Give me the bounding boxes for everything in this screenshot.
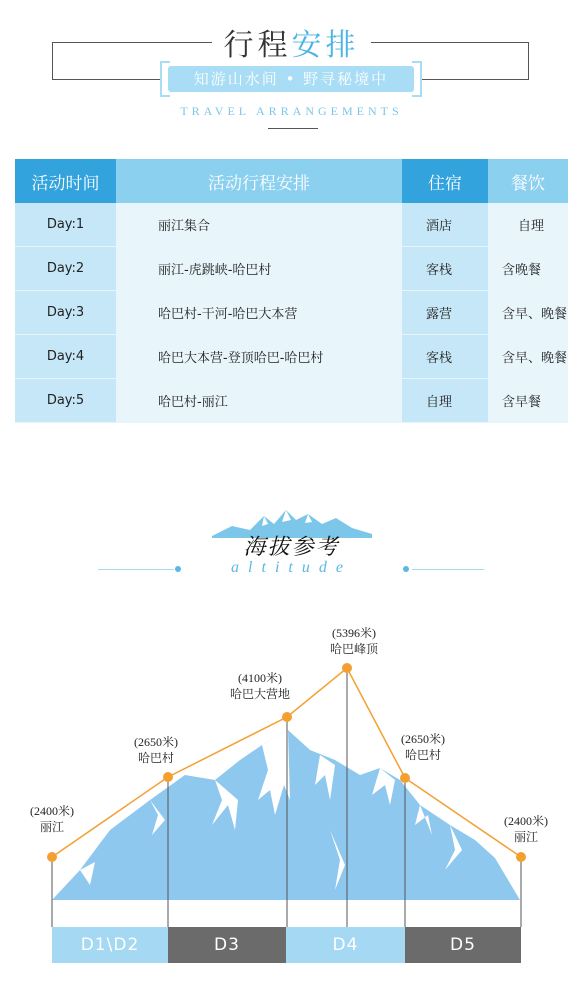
altitude-value: (5396米) [332, 626, 376, 640]
page-subtitle: TRAVEL ARRANGEMENTS [180, 104, 403, 118]
header-meals: 餐饮 [488, 159, 568, 203]
page-title-part1: 行程 [223, 28, 292, 63]
food-cell: 含早餐 [488, 379, 568, 423]
altitude-title: 海拔参考 [243, 535, 340, 560]
table-row [15, 203, 568, 247]
altitude-value: (2400米) [30, 804, 74, 818]
altitude-point [342, 663, 352, 673]
page-title-part2: 安排 [291, 28, 360, 63]
day-cell: Day:5 [15, 379, 116, 423]
header-activity-plan: 活动行程安排 [116, 159, 402, 203]
altitude-label-lijiang-end [486, 813, 566, 845]
altitude-value: (4100米) [238, 671, 282, 685]
altitude-label-summit [314, 625, 394, 657]
day-cell: Day:2 [15, 247, 116, 291]
altitude-label-haba-village-2 [383, 731, 463, 763]
header-frame-bottom-left [52, 79, 162, 80]
table-row [15, 379, 568, 423]
day-segment-d1-d2: D1\D2 [52, 927, 168, 963]
stay-cell: 露营 [402, 291, 488, 335]
altitude-point [282, 712, 292, 722]
altitude-label-haba-village-1 [116, 734, 196, 766]
table-row [15, 335, 568, 379]
itinerary-table [15, 159, 568, 423]
stay-cell: 客栈 [402, 335, 488, 379]
altitude-point [163, 772, 173, 782]
table-header-row [15, 159, 568, 203]
plan-cell: 哈巴村-干河-哈巴大本营 [116, 291, 402, 335]
altitude-label-lijiang-start [12, 803, 92, 835]
day-cell: Day:4 [15, 335, 116, 379]
altitude-point [516, 852, 526, 862]
day-segment-d3: D3 [168, 927, 286, 963]
table-row [15, 291, 568, 335]
plan-cell: 哈巴大本营-登顶哈巴-哈巴村 [116, 335, 402, 379]
stay-cell: 客栈 [402, 247, 488, 291]
page-title [0, 20, 583, 64]
altitude-subtitle: altitude [231, 559, 352, 576]
location-name: 丽江 [513, 830, 538, 844]
stay-cell: 酒店 [402, 203, 488, 247]
altitude-point [400, 773, 410, 783]
location-name: 哈巴大营地 [229, 687, 290, 701]
day-cell: Day:1 [15, 203, 116, 247]
plan-cell: 哈巴村-丽江 [116, 379, 402, 423]
stay-cell: 自理 [402, 379, 488, 423]
day-segment-d5: D5 [405, 927, 521, 963]
altitude-value: (2650米) [134, 735, 178, 749]
altitude-value: (2650米) [401, 732, 445, 746]
food-cell: 含早、晚餐 [488, 335, 568, 379]
food-cell: 含早、晚餐 [488, 291, 568, 335]
food-cell: 自理 [488, 203, 568, 247]
header-activity-time: 活动时间 [15, 159, 116, 203]
header-accommodation: 住宿 [402, 159, 488, 203]
altitude-value: (2400米) [504, 814, 548, 828]
location-name: 丽江 [39, 820, 64, 834]
food-cell: 含晚餐 [488, 247, 568, 291]
altitude-label-base-camp [220, 670, 300, 702]
plan-cell: 丽江-虎跳峡-哈巴村 [116, 247, 402, 291]
slogan-banner: 知游山水间 • 野寻秘境中 [168, 66, 414, 92]
location-name: 哈巴峰顶 [329, 642, 378, 656]
day-cell: Day:3 [15, 291, 116, 335]
header-frame-bottom-right [420, 79, 529, 80]
subtitle-underline [268, 128, 318, 129]
altitude-point [47, 852, 57, 862]
day-segment-d4: D4 [286, 927, 405, 963]
table-row [15, 247, 568, 291]
plan-cell: 丽江集合 [116, 203, 402, 247]
location-name: 哈巴村 [404, 748, 441, 762]
location-name: 哈巴村 [137, 751, 174, 765]
